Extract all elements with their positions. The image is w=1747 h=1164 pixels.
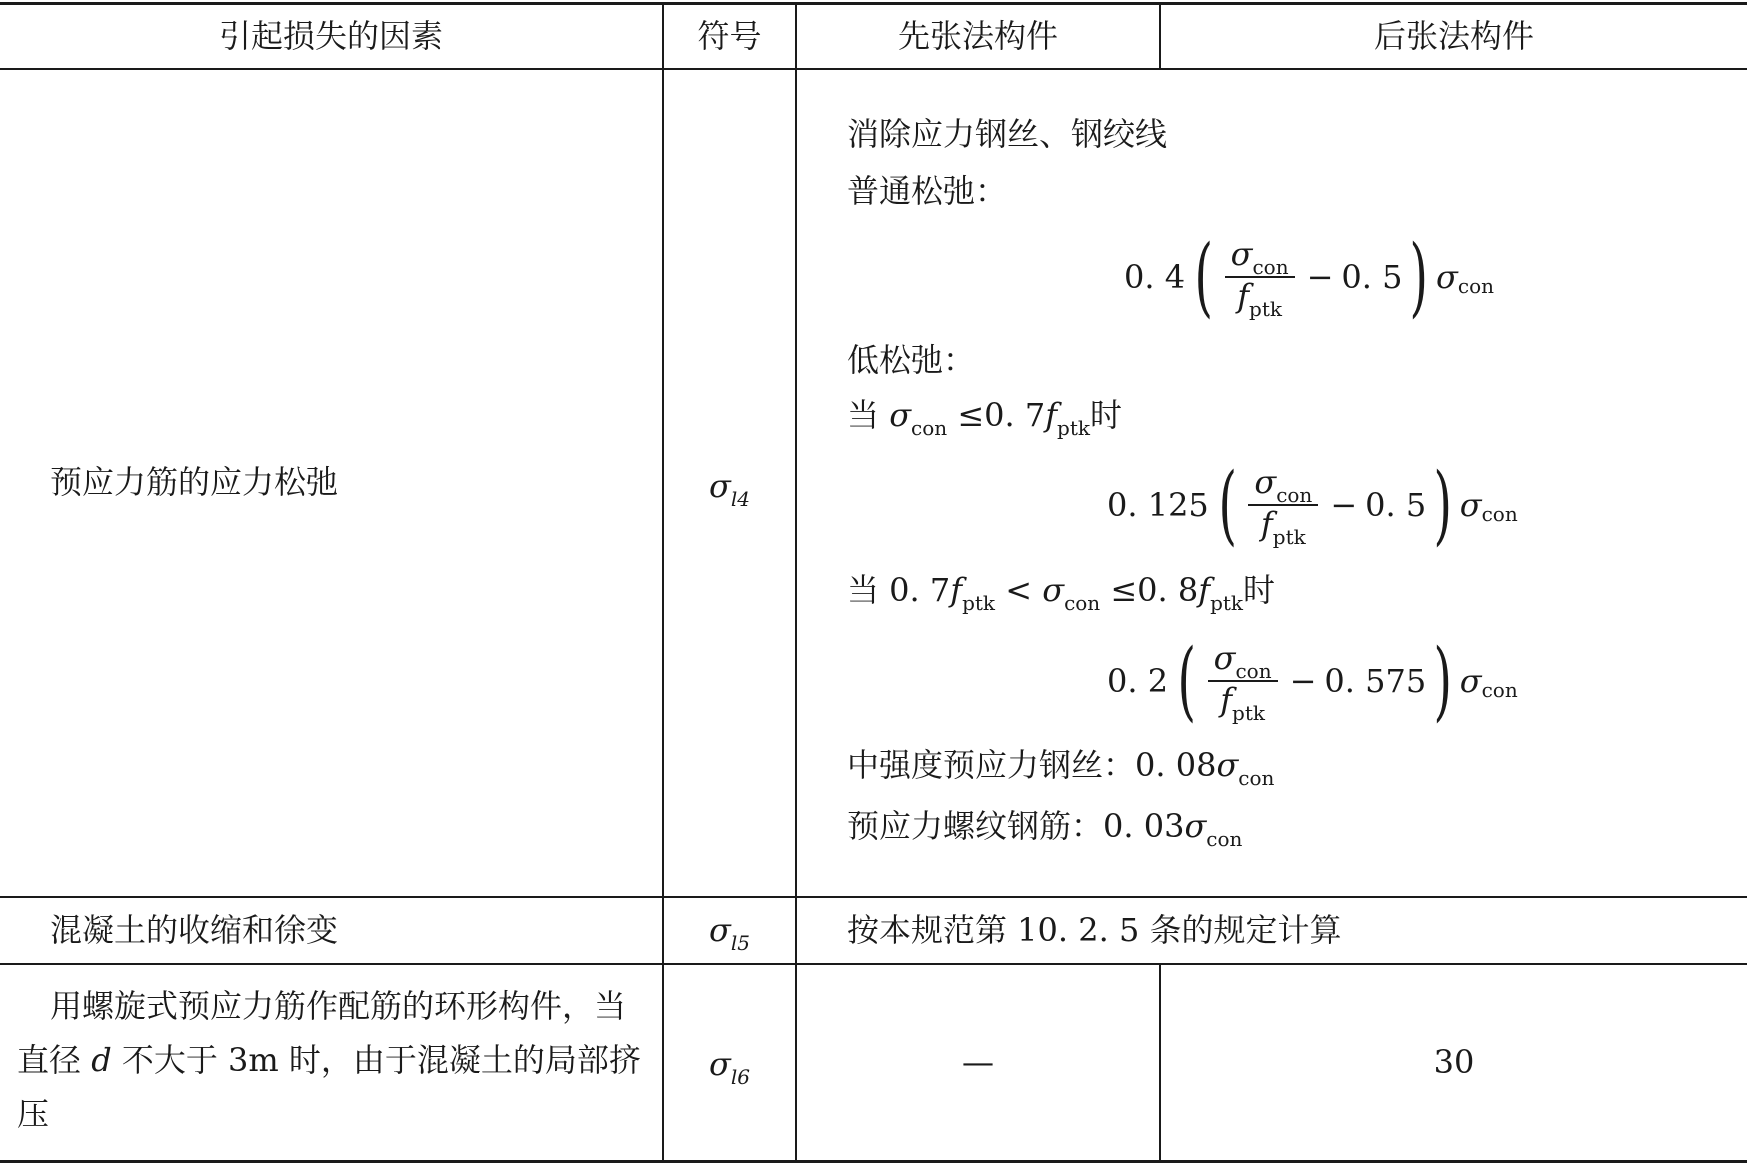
row3-posttension: 30: [1433, 1043, 1475, 1081]
row3-factor-line-1: 用螺旋式预应力筋作配筋的环形构件，当: [50, 987, 627, 1025]
header-pretension: 先张法构件: [897, 17, 1058, 55]
content-line-5: 当 0. $7f_{ptk} < \sigma_{con} \le 0$. $8f_{ptk}$时: [847, 571, 1276, 615]
col-divider-1: [662, 2, 664, 1162]
table-bottom-rule: [0, 1160, 1747, 1163]
row3-pretension: —: [962, 1043, 994, 1081]
row3-factor-line-2: 直径 d 不大于 3m 时，由于混凝土的局部挤: [17, 1041, 641, 1079]
content-line-4: 当 $\sigma_{con} \le 0$. $7f_{ptk}$时: [847, 396, 1123, 440]
header-posttension: 后张法构件: [1373, 17, 1534, 55]
formula-normal-relaxation: 0. 4 ( $\frac{\sigma_{con}}{f_{ptk}}$ − 0. 5 ) σ con: [1124, 227, 1494, 327]
content-line-6: 中强度预应力钢丝：0. $08\sigma_{con}$: [847, 746, 1275, 790]
content-line-2: 普通松弛：: [847, 172, 1008, 210]
row1-content: [847, 0, 1747, 896]
formula-low-relaxation-1: 0. 125 ( $\frac{\sigma_{con}}{f_{ptk}}$ − 0. 5 ) σ con: [1107, 455, 1518, 555]
row2-symbol: $\sigma_{l5}$: [709, 911, 750, 955]
row1-factor: 预应力筋的应力松弛: [50, 463, 339, 501]
row3-factor-line-3: 压: [17, 1095, 50, 1133]
content-line-3: 低松弛：: [847, 341, 976, 379]
header-symbol: 符号: [697, 17, 762, 55]
row1-symbol: $\sigma_{l4}$: [709, 467, 750, 511]
row1-bottom-rule: [0, 896, 1747, 898]
row2-factor: 混凝土的收缩和徐变: [50, 911, 339, 949]
row2-content: 按本规范第 10. 2. 5 条的规定计算: [847, 911, 1342, 949]
content-line-1: 消除应力钢丝、钢绞线: [847, 115, 1168, 153]
row3-symbol: $\sigma_{l6}$: [709, 1045, 750, 1089]
header-factor: 引起损失的因素: [218, 17, 443, 55]
row2-bottom-rule: [0, 963, 1747, 965]
col-divider-2: [795, 2, 797, 1162]
formula-low-relaxation-2: 0. 2 ( $\frac{\sigma_{con}}{f_{ptk}}$ − 0. 575 ) σ con: [1107, 631, 1518, 731]
content-line-7: 预应力螺纹钢筋：0. $03\sigma_{con}$: [847, 807, 1243, 851]
